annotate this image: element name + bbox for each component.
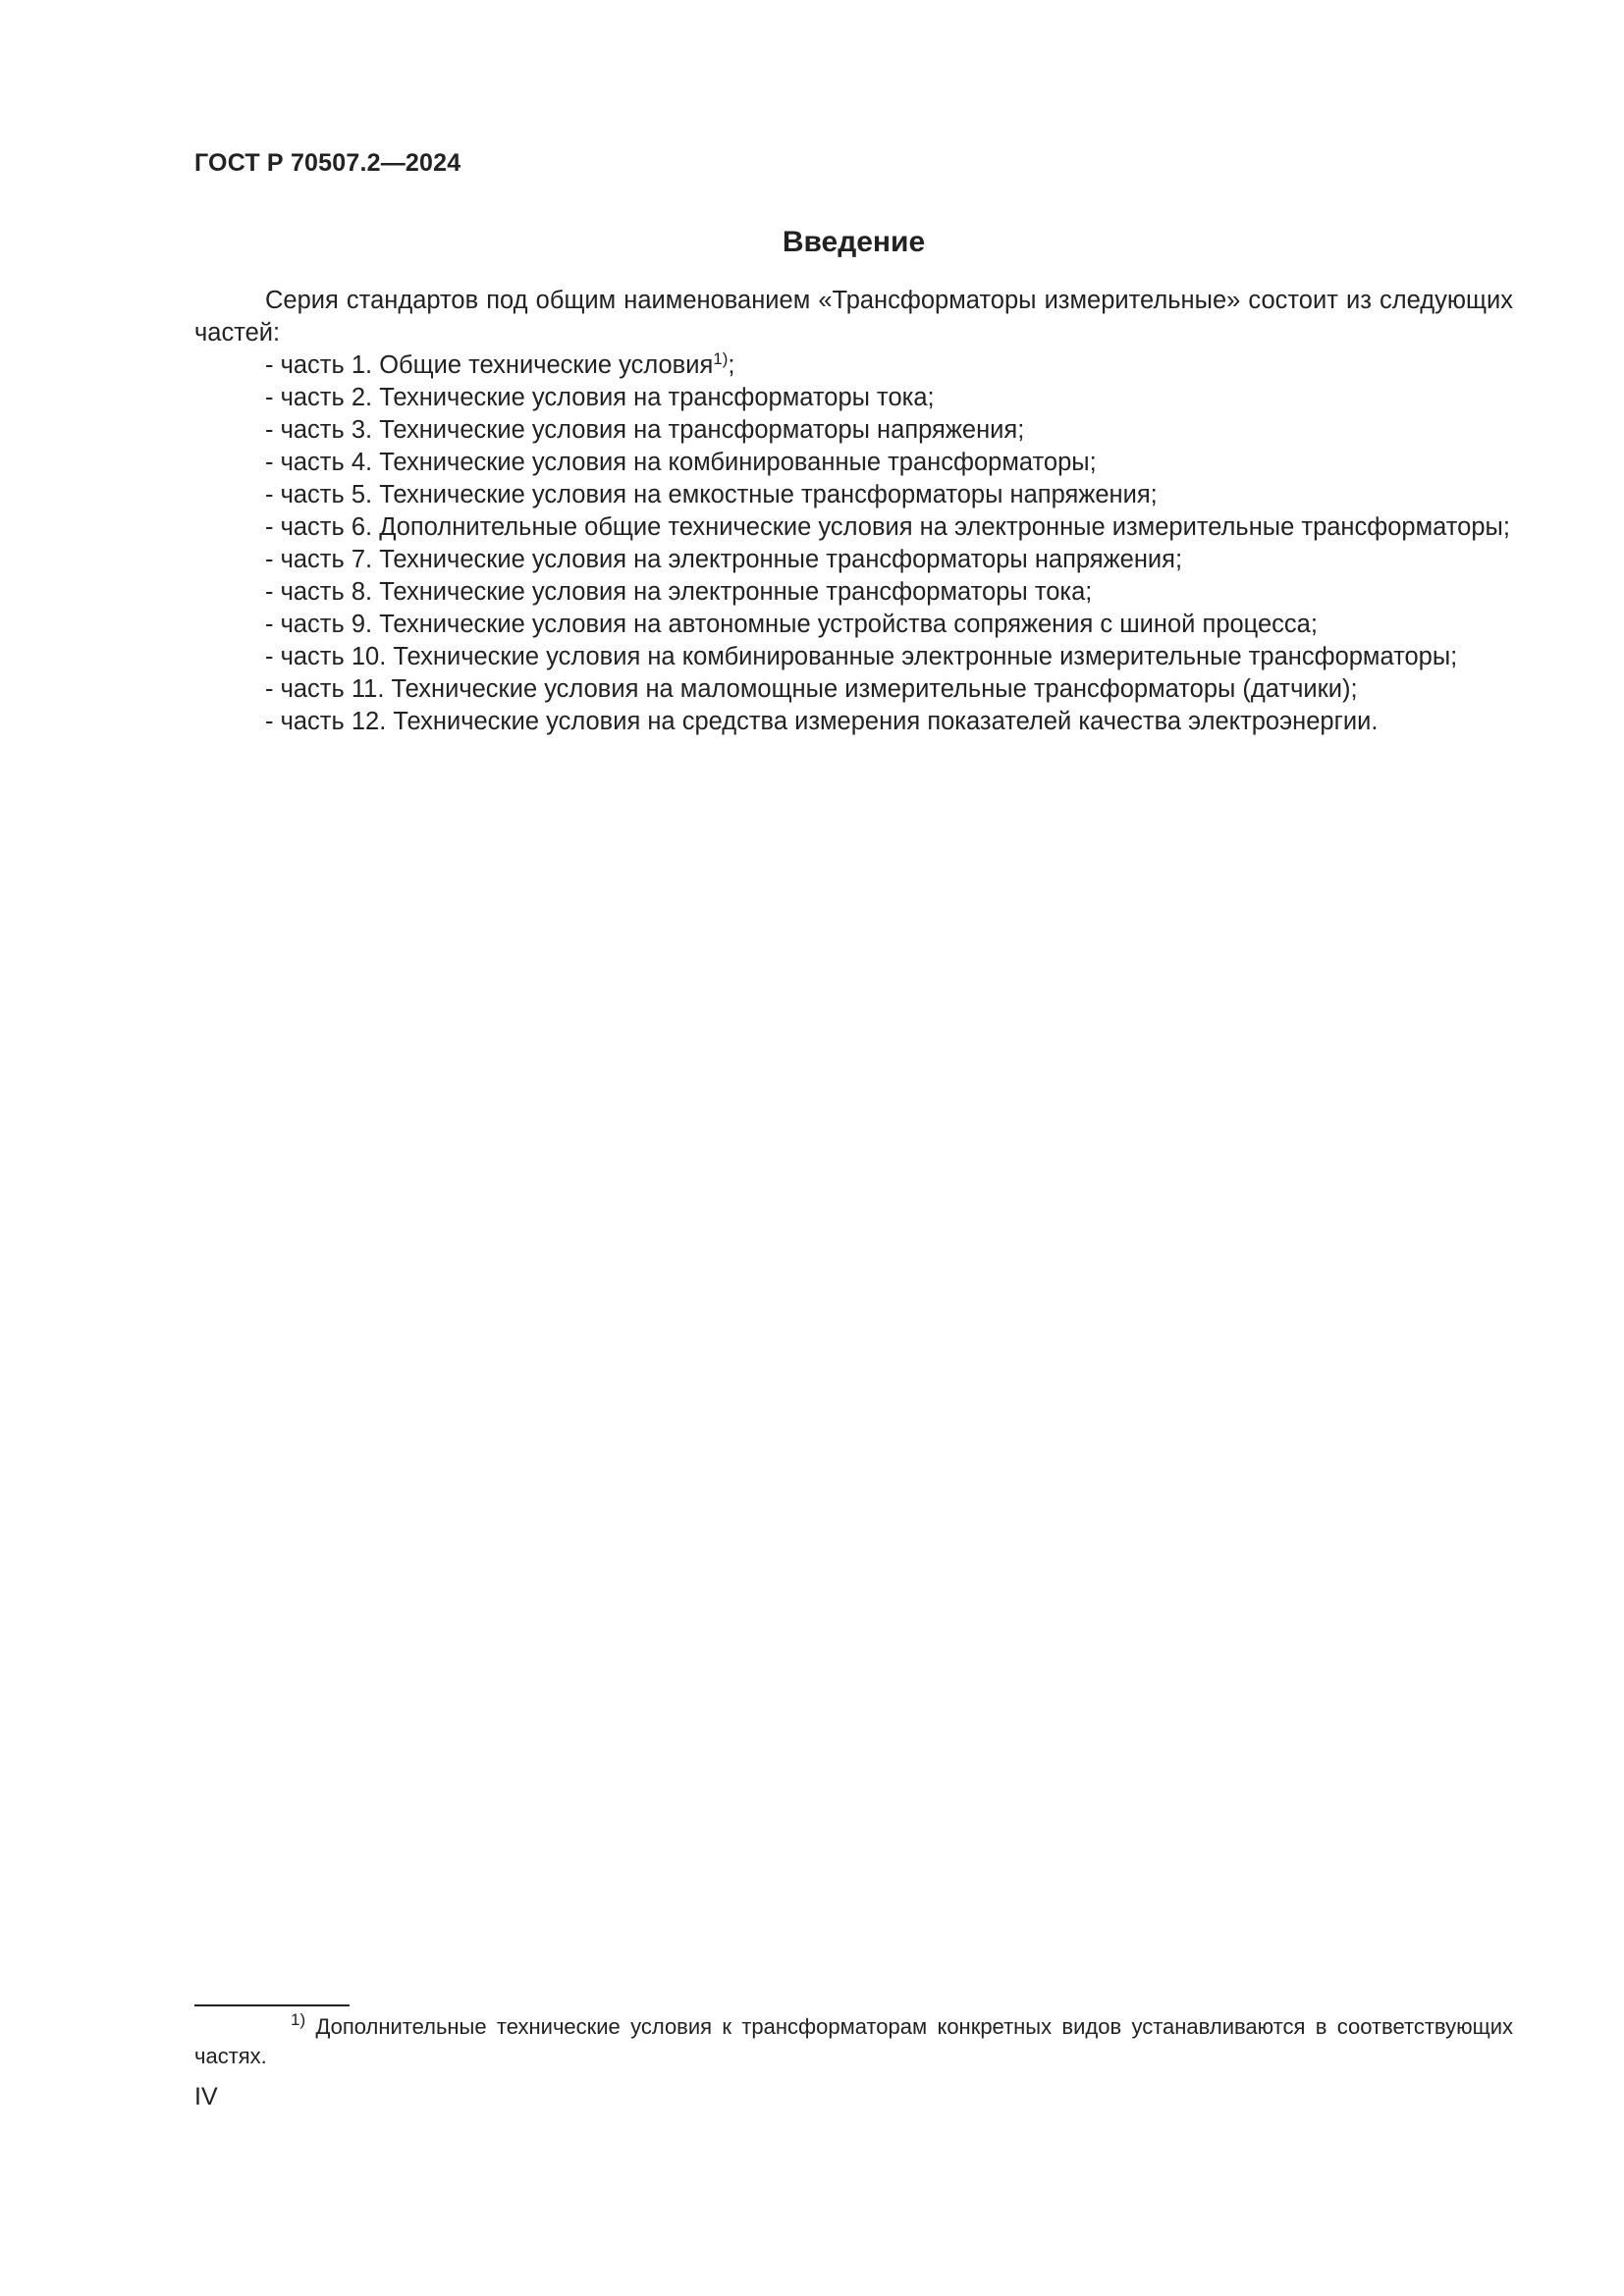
- footnote-reference: 1): [713, 349, 729, 368]
- list-item: - часть 5. Технические условия на емкостные трансформаторы напряжения;: [265, 481, 1158, 508]
- list-item: - часть 2. Технические условия на трансформаторы тока;: [265, 384, 935, 411]
- list-item-text: - часть 1. Общие технические условия: [265, 351, 714, 379]
- list-item: - часть 10. Технические условия на комбинированные электронные измерительные трансформаторы;: [265, 643, 1458, 670]
- list-item: - часть 8. Технические условия на электронные трансформаторы тока;: [265, 578, 1093, 606]
- list-item: [194, 349, 1513, 382]
- footnote-marker: 1): [291, 2010, 306, 2029]
- footnote-text: Дополнительные технические условия к трансформаторам конкретных видов устанавливаются в соответствующих частях.: [194, 2014, 1513, 2068]
- footnote: [194, 2012, 1513, 2071]
- list-item: - часть 4. Технические условия на комбинированные трансформаторы;: [265, 449, 1097, 476]
- document-code: ГОСТ Р 70507.2—2024: [194, 149, 461, 177]
- list-item: - часть 7. Технические условия на электронные трансформаторы напряжения;: [265, 546, 1183, 573]
- list-item: - часть 3. Технические условия на трансформаторы напряжения;: [265, 416, 1025, 444]
- footnote-divider: [194, 2004, 350, 2006]
- list-item: - часть 12. Технические условия на средства измерения показателей качества электроэнергии.: [265, 708, 1379, 735]
- list-item: - часть 11. Технические условия на маломощные измерительные трансформаторы (датчики);: [265, 675, 1358, 703]
- list-item: - часть 6. Дополнительные общие технические условия на электронные измерительные трансформаторы;: [265, 513, 1510, 541]
- list-item-punctuation: ;: [728, 351, 735, 379]
- section-title: Введение: [782, 226, 926, 258]
- document-body: [194, 285, 1513, 738]
- parts-list: [194, 349, 1513, 738]
- intro-paragraph: Серия стандартов под общим наименованием «Трансформаторы измерительные» состоит из следующих частей:: [194, 287, 1513, 347]
- list-item: - часть 9. Технические условия на автономные устройства сопряжения с шиной процесса;: [265, 611, 1318, 638]
- page-number: IV: [194, 2083, 218, 2110]
